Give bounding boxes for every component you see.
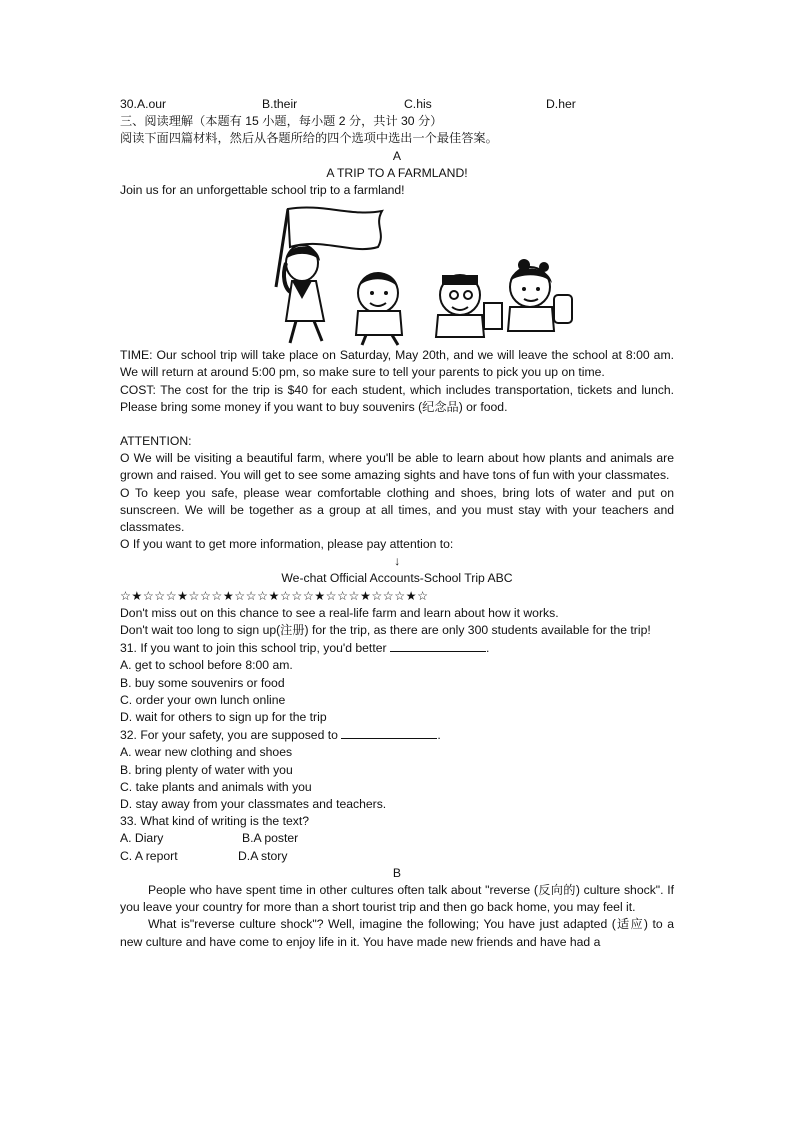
q32-end: . xyxy=(437,728,441,743)
blank-spacer xyxy=(120,416,674,433)
closing-line-2: Don't wait too long to sign up(注册) for the trip, as there are only 300 students available for the trip! xyxy=(120,623,651,638)
passage-a-time: TIME: Our school trip will take place on Saturday, May 20th, and we will leave the school at 8:00 am. We will return at around 5:00 pm, so make sure to tell your parents to pick you up on time. xyxy=(120,348,674,380)
passage-a-title: A TRIP TO A FARMLAND! xyxy=(326,165,468,180)
closing-line-1: Don't miss out on this chance to see a real-life farm and learn about how it works. xyxy=(120,605,559,620)
attention-item-3: O If you want to get more information, please pay attention to: xyxy=(120,537,454,552)
wechat-account: We-chat Official Accounts-School Trip ABC xyxy=(281,571,513,586)
q30-option-b[interactable]: B.their xyxy=(262,97,298,111)
passage-b-paragraph-1: People who have spent time in other cultures often talk about "reverse (反向的) culture shock". If you leave your country for more than a short tourist trip and then go back home, you may feel it. xyxy=(120,883,674,915)
q31-option-c[interactable]: C. order your own lunch online xyxy=(120,692,286,707)
q30-option-d[interactable]: D.her xyxy=(546,97,576,111)
q32-option-a[interactable]: A. wear new clothing and shoes xyxy=(120,745,293,760)
attention-item-1: O We will be visiting a beautiful farm, where you'll be able to learn about how plants and animals are grown and raised. You will get to see some amazing sights and have tons of fun with your classmates. xyxy=(120,451,674,483)
q31-option-a[interactable]: A. get to school before 8:00 am. xyxy=(120,658,293,673)
passage-a-intro: Join us for an unforgettable school trip to a farmland! xyxy=(120,183,405,197)
q32-option-c[interactable]: C. take plants and animals with you xyxy=(120,779,312,794)
passage-a-letter: A xyxy=(392,148,402,163)
q30-option-a[interactable]: 30.A.our xyxy=(120,97,167,111)
q31-answer-blank[interactable] xyxy=(390,639,486,652)
q32-option-d[interactable]: D. stay away from your classmates and teachers. xyxy=(120,797,387,812)
q33-option-c[interactable]: C. A report xyxy=(120,848,178,863)
q33-option-d[interactable]: D.A story xyxy=(238,848,288,863)
question-32 xyxy=(120,726,674,744)
q33-options-row-1 xyxy=(120,830,674,847)
attention-item-2: O To keep you safe, please wear comfortable clothing and shoes, bring lots of water and put on sunscreen. We will be together as a group at all times, and you must stay with your teachers and classmates. xyxy=(120,485,674,535)
section-instructions: 阅读下面四篇材料，然后从各题所给的四个选项中选出一个最佳答案。 xyxy=(120,131,498,146)
trip-illustration xyxy=(262,203,574,347)
passage-b-letter: B xyxy=(392,865,402,880)
q33-option-a[interactable]: A. Diary xyxy=(120,831,164,846)
q31-option-d[interactable]: D. wait for others to sign up for the trip xyxy=(120,710,327,725)
q33-option-b[interactable]: B.A poster xyxy=(242,831,299,846)
q31-end: . xyxy=(485,641,490,656)
question-30-options xyxy=(120,96,674,113)
passage-a-cost: COST: The cost for the trip is $40 for each student, which includes transportation, tickets and lunch. Please bring some money if you want to buy souvenirs (纪念品) or food. xyxy=(120,382,674,414)
question-31 xyxy=(120,639,674,657)
q32-answer-blank[interactable] xyxy=(341,726,437,739)
q31-option-b[interactable]: B. buy some souvenirs or food xyxy=(120,675,285,690)
passage-b-paragraph-2: What is"reverse culture shock"? Well, imagine the following; You have just adapted (适应) to a new culture and have come to enjoy life in it. You have made new friends and have had a xyxy=(120,917,674,949)
section-heading: 三、阅读理解（本题有 15 小题，每小题 2 分，共计 30 分） xyxy=(120,114,443,129)
exam-page xyxy=(120,96,674,951)
star-divider: ☆★☆☆☆★☆☆☆★☆☆☆★☆☆☆★☆☆☆★☆☆☆★☆ xyxy=(120,588,429,603)
q31-stem: 31. If you want to join this school trip, you'd better xyxy=(120,641,387,656)
question-33: 33. What kind of writing is the text? xyxy=(120,814,309,829)
attention-label: ATTENTION: xyxy=(120,434,192,449)
q33-options-row-2 xyxy=(120,848,674,865)
q32-stem: 32. For your safety, you are supposed to xyxy=(120,728,338,743)
q32-option-b[interactable]: B. bring plenty of water with you xyxy=(120,762,293,777)
down-arrow-icon: ↓ xyxy=(393,554,401,569)
q30-option-c[interactable]: C.his xyxy=(404,97,432,111)
